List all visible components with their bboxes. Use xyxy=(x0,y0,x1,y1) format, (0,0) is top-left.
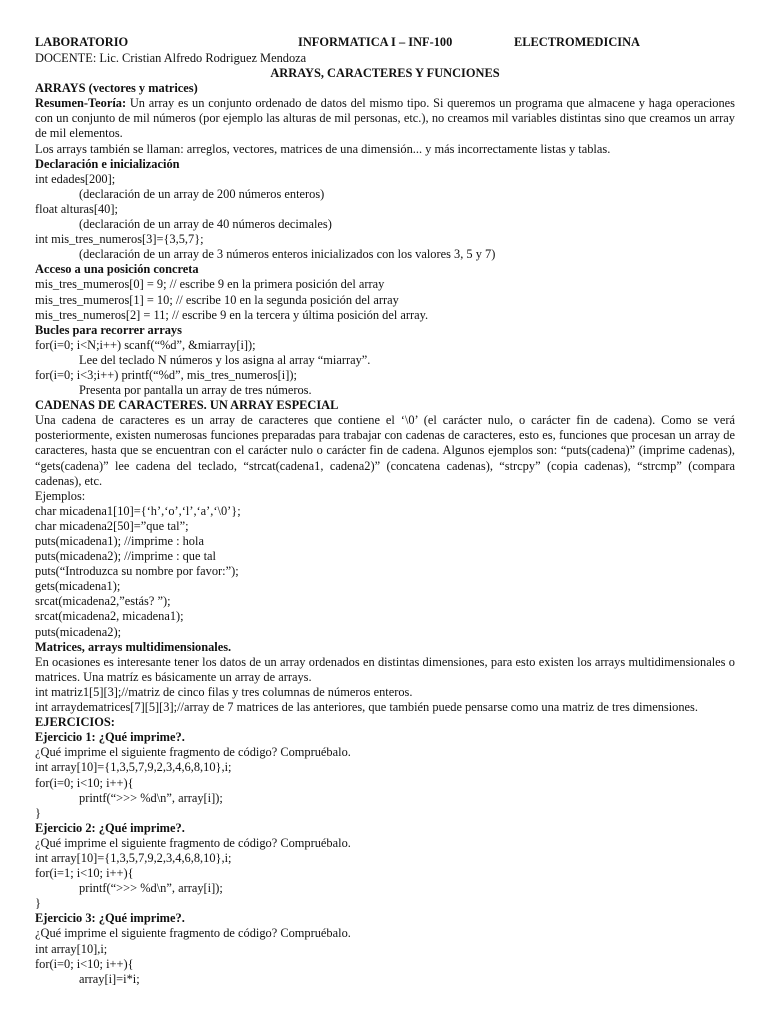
resumen-text: Un array es un conjunto ordenado de datos del mismo tipo. Si queremos un programa que almacene y haga operaciones con un conjunto de mil números (por ejemplo las alturas de mil personas, etc.), no creamos mil variables distintas sino que creamos un array de mil elementos. xyxy=(35,96,735,141)
declaration-lines xyxy=(35,172,735,263)
matrices-heading: Matrices, arrays multidimensionales. xyxy=(35,639,232,654)
example-code-line: srcat(micadena2, micadena1); xyxy=(35,609,184,624)
loop-line: for(i=0; i<N;i++) scanf(“%d”, &miarray[i]); xyxy=(35,337,256,352)
cadenas-examples xyxy=(35,504,735,640)
example-code-line: srcat(micadena2,”estás? ”); xyxy=(35,594,171,609)
exercise-question: ¿Qué imprime el siguiente fragmento de código? Compruébalo. xyxy=(35,745,351,760)
exercise-code-line: for(i=0; i<10; i++){ xyxy=(35,956,134,971)
exercise-title: Ejercicio 1: ¿Qué imprime?. xyxy=(35,730,185,745)
loop-line: Presenta por pantalla un array de tres números. xyxy=(79,383,312,398)
loop-line: Lee del teclado N números y los asigna al array “miarray”. xyxy=(79,352,371,367)
access-code-line: mis_tres_mumeros[0] = 9; // escribe 9 en la primera posición del array xyxy=(35,277,385,292)
declaration-line: (declaración de un array de 200 números enteros) xyxy=(79,186,325,201)
exercise-code-line: for(i=0; i<10; i++){ xyxy=(35,775,134,790)
loops-heading: Bucles para recorrer arrays xyxy=(35,322,182,337)
exercise-title: Ejercicio 3: ¿Qué imprime?. xyxy=(35,911,185,926)
header-lab-label: LABORATORIO xyxy=(35,35,129,49)
cadenas-heading: CADENAS DE CARACTERES. UN ARRAY ESPECIAL xyxy=(35,398,339,413)
ejercicios-heading: EJERCICIOS: xyxy=(35,715,115,730)
exercise-code-line: array[i]=i*i; xyxy=(79,971,140,986)
declaration-line: (declaración de un array de 40 números decimales) xyxy=(79,217,332,232)
declaration-line: int edades[200]; xyxy=(35,171,116,186)
declaration-heading: Declaración e inicialización xyxy=(35,156,180,171)
access-heading: Acceso a una posición concreta xyxy=(35,262,199,277)
loops-lines xyxy=(35,338,735,398)
example-code-line: puts(“Introduzca su nombre por favor:”); xyxy=(35,564,239,579)
access-code-line: mis_tres_numeros[2] = 11; // escribe 9 en la tercera y última posición del array. xyxy=(35,307,429,322)
ejercicios-list xyxy=(35,730,735,987)
loop-line: for(i=0; i<3;i++) printf(“%d”, mis_tres_numeros[i]); xyxy=(35,367,297,382)
resumen-label: Resumen-Teoría: xyxy=(35,96,127,111)
docente-line: DOCENTE: Lic. Cristian Alfredo Rodriguez Mendoza xyxy=(35,51,307,65)
also-called-line: Los arrays también se llaman: arreglos, vectores, matrices de una dimensión... y más incorrectamente listas y tablas. xyxy=(35,141,611,156)
exercise-code-line: int array[10]={1,3,5,7,9,2,3,4,6,8,10},i; xyxy=(35,760,232,775)
matrix-code-line: int arraydematrices[7][5][3];//array de 7 matrices de las anteriores, que también puede pensarse como una matriz de tres dimensiones. xyxy=(35,700,698,715)
document-header xyxy=(35,35,735,51)
resumen-paragraph xyxy=(35,96,735,141)
arrays-heading: ARRAYS (vectores y matrices) xyxy=(35,81,198,96)
access-lines xyxy=(35,277,735,322)
exercise-code-line: printf(“>>> %d\n”, array[i]); xyxy=(79,881,223,896)
example-code-line: gets(micadena1); xyxy=(35,579,121,594)
exercise-code-line: printf(“>>> %d\n”, array[i]); xyxy=(79,790,223,805)
example-code-line: puts(micadena2); //imprime : que tal xyxy=(35,549,216,564)
exercise-title: Ejercicio 2: ¿Qué imprime?. xyxy=(35,820,185,835)
matrices-lines xyxy=(35,685,735,715)
declaration-line: float alturas[40]; xyxy=(35,201,118,216)
declaration-line: (declaración de un array de 3 números enteros inicializados con los valores 3, 5 y 7) xyxy=(79,247,496,262)
access-code-line: mis_tres_mumeros[1] = 10; // escribe 10 en la segunda posición del array xyxy=(35,292,399,307)
cadenas-paragraph: Una cadena de caracteres es un array de caracteres que contiene el ‘\0’ (el carácter nulo, o carácter fin de cadena). Como se verá posteriormente, existen numerosas funciones preparadas para trabajar con cadenas de caracteres, esto es, funciones que procesan un array de caracteres, hasta que se encuentran con el carácter nulo o carácter fin de cadena. Algunos ejemplos son: “puts(cadena)” (imprime cadenas), “gets(cadena)” lee cadena del teclado, “strcat(cadena1, cadena2)” (concatena cadenas), “strcpy” (copia cadenas), “strcmp” (compara cadenas), etc. xyxy=(35,413,735,488)
examples-label: Ejemplos: xyxy=(35,488,86,503)
example-code-line: puts(micadena2); xyxy=(35,624,122,639)
document-title: ARRAYS, CARACTERES Y FUNCIONES xyxy=(270,66,500,81)
matrix-code-line: int matriz1[5][3];//matriz de cinco filas y tres columnas de números enteros. xyxy=(35,684,413,699)
matrices-paragraph: En ocasiones es interesante tener los datos de un array ordenados en distintas dimensiones, para esto existen los arrays multidimensionales o matrices. Una matríz es básicamente un array de arrays. xyxy=(35,654,735,684)
header-course-label: INFORMATICA I – INF-100 xyxy=(298,35,453,49)
example-code-line: puts(micadena1); //imprime : hola xyxy=(35,534,204,548)
example-code-line: char micadena2[50]=”que tal”; xyxy=(35,518,189,533)
exercise-code-line: } xyxy=(35,805,41,820)
exercise-question: ¿Qué imprime el siguiente fragmento de código? Compruébalo. xyxy=(35,835,351,850)
example-code-line: char micadena1[10]={‘h’,‘o’,‘l’,‘a’,‘\0’}; xyxy=(35,503,241,518)
exercise-code-line: int array[10]={1,3,5,7,9,2,3,4,6,8,10},i; xyxy=(35,850,232,865)
exercise-code-line: for(i=1; i<10; i++){ xyxy=(35,866,134,881)
declaration-line: int mis_tres_numeros[3]={3,5,7}; xyxy=(35,232,204,247)
exercise-question: ¿Qué imprime el siguiente fragmento de código? Compruébalo. xyxy=(35,926,351,941)
exercise-code-line: int array[10],i; xyxy=(35,941,108,956)
exercise-code-line: } xyxy=(35,896,41,911)
header-department-label: ELECTROMEDICINA xyxy=(514,35,640,49)
